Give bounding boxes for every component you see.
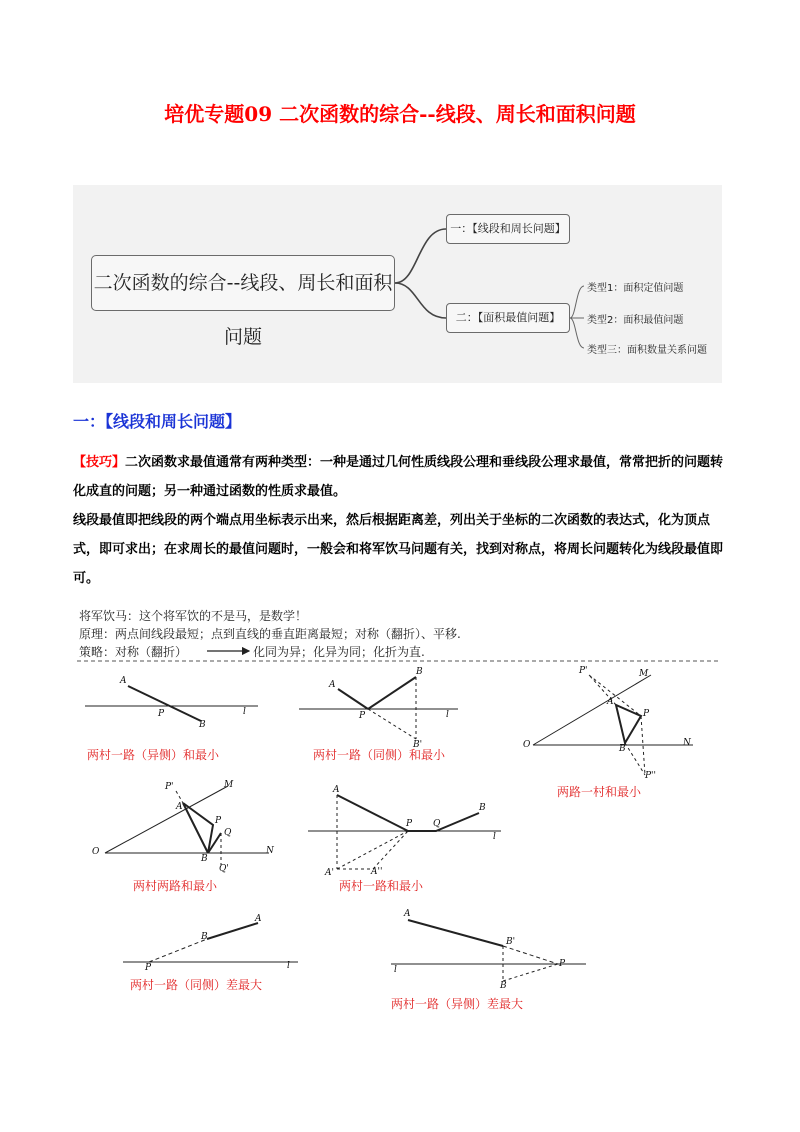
- section-heading: 一：【线段和周长问题】: [73, 412, 242, 431]
- label-A-1: A: [120, 676, 127, 686]
- label-N-3: N: [683, 738, 691, 748]
- figure-line-1: 将军饮马：这个将军饮的不是马，是数学！: [79, 609, 308, 623]
- label-B-2: B: [416, 667, 423, 677]
- diagram-1: [85, 686, 258, 721]
- label-B-6: B: [201, 932, 208, 942]
- label-P-2: P: [359, 711, 366, 721]
- tip-text: 二次函数求最值通常有两种类型：一种是通过几何性质线段公理和垂线段公理求最值，常常把折的问题转化成直的问题；另一种通过函数的性质求最值。: [73, 455, 724, 499]
- label-Bp-7: B': [506, 937, 516, 947]
- label-Ppp-3: P'': [645, 771, 657, 781]
- label-A-5: A: [333, 785, 340, 795]
- label-l-5: l: [493, 832, 496, 842]
- label-Pp-4: P': [165, 782, 174, 792]
- tip-label: 【技巧】: [73, 455, 126, 470]
- label-P-5: P: [406, 819, 413, 829]
- figure-line-3a: 策略：对称（翻折）: [79, 645, 188, 659]
- label-B-7: B: [500, 981, 507, 991]
- label-l-7: l: [394, 965, 397, 975]
- label-P-6: P: [145, 963, 152, 973]
- caption-6: 两村一路（同侧）差最大: [130, 978, 263, 992]
- label-Bp-2: B': [413, 740, 423, 750]
- label-B-5: B: [479, 803, 486, 813]
- label-B-3: B: [619, 744, 626, 754]
- label-B-4: B: [201, 854, 208, 864]
- label-P-7: P: [559, 959, 566, 969]
- diagram-4: [105, 786, 269, 865]
- figure-geometry: [73, 603, 723, 1023]
- label-M-3: M: [639, 669, 649, 679]
- caption-1: 两村一路（异侧）和最小: [87, 748, 220, 762]
- diagram-3: [533, 675, 693, 775]
- label-P-1: P: [158, 709, 165, 719]
- label-M-4: M: [224, 780, 234, 790]
- label-O-3: O: [523, 740, 531, 750]
- label-A-4: A: [176, 802, 183, 812]
- caption-4: 两村两路和最小: [133, 879, 218, 893]
- diagram-2: [299, 677, 458, 739]
- label-Q-5: Q: [433, 819, 441, 829]
- diagram-5: [308, 795, 501, 869]
- page-title: 培优专题09 二次函数的综合--线段、周长和面积问题: [164, 102, 636, 126]
- mindmap-subtype-3: 类型三：面积数量关系问题: [587, 345, 707, 356]
- label-App-5: A'': [371, 867, 383, 877]
- label-Q-4: Q: [224, 828, 232, 838]
- label-l-6: l: [287, 961, 290, 971]
- label-A-3: A: [607, 697, 614, 707]
- mindmap: [73, 185, 722, 383]
- mindmap-central-node: 二次函数的综合--线段、周长和面积问题: [91, 255, 395, 311]
- label-l-2: l: [446, 710, 449, 720]
- label-A-7: A: [404, 909, 411, 919]
- label-A-2: A: [329, 680, 336, 690]
- label-Pp-3: P': [579, 666, 588, 676]
- label-A-6: A: [255, 914, 262, 924]
- figure-line-2: 原理：两点间线段最短；点到直线的垂直距离最短；对称（翻折）、平移.: [79, 627, 461, 641]
- label-O-4: O: [92, 847, 100, 857]
- label-Ap-5: A': [325, 868, 334, 878]
- caption-5: 两村一路和最小: [339, 879, 424, 893]
- caption-3: 两路一村和最小: [557, 785, 642, 799]
- mindmap-branch-segment: 一：【线段和周长问题】: [446, 214, 570, 244]
- method-paragraph: 线段最值即把线段的两个端点用坐标表示出来，然后根据距离差，列出关于坐标的二次函数的表达式，化为顶点式，即可求出；在求周长的最值问题时，一般会和将军饮马问题有关，找到对称点，将周长问题转化为线段最值即可。: [73, 513, 724, 586]
- caption-7: 两村一路（异侧）差最大: [391, 997, 524, 1011]
- mindmap-subtype-2: 类型2：面积最值问题: [587, 315, 684, 326]
- figure-line-3b: 化同为异；化异为同；化折为直.: [253, 645, 425, 659]
- label-P-4: P: [215, 816, 222, 826]
- label-N-4: N: [266, 846, 274, 856]
- label-P-3: P: [643, 709, 650, 719]
- mindmap-subtype-1: 类型1：面积定值问题: [587, 283, 684, 294]
- label-Qp-4: Q': [219, 864, 229, 874]
- diagram-7: [391, 920, 586, 981]
- diagram-6: [123, 923, 298, 962]
- label-B-1: B: [199, 720, 206, 730]
- tip-paragraph: [73, 448, 733, 506]
- general-drinking-horse-figure: [73, 603, 723, 1023]
- mindmap-branch-area: 二：【面积最值问题】: [446, 303, 570, 333]
- label-l-1: l: [243, 707, 246, 717]
- caption-2: 两村一路（同侧）和最小: [313, 748, 446, 762]
